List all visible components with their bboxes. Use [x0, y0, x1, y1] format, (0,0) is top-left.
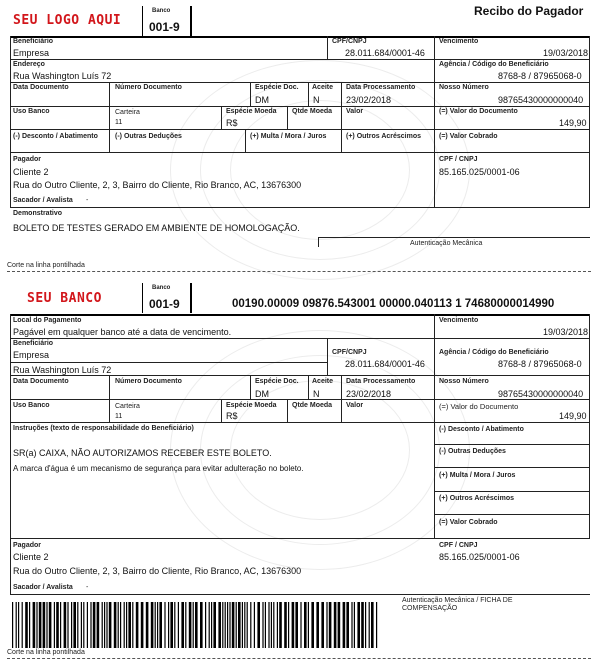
barcode-bar	[205, 602, 206, 648]
barcode-bar	[67, 602, 68, 648]
receipt-logo: SEU LOGO AQUI	[13, 13, 122, 28]
barcode-bar	[16, 602, 17, 648]
barcode-bar	[81, 602, 82, 648]
label-especie-moeda-slip: Espécie Moeda	[226, 402, 277, 409]
value-carteira-slip: 11	[115, 413, 123, 420]
value-especie-doc-slip: DM	[255, 389, 269, 399]
barcode-bar	[54, 602, 55, 648]
barcode-bar	[64, 602, 67, 648]
label-nosso-numero: Nosso Número	[439, 84, 489, 91]
value-instrucao-2: A marca d'água é um mecanismo de segurança para evitar adulteração no boleto.	[13, 464, 304, 473]
label-aceite-slip: Aceite	[312, 378, 334, 385]
barcode-bar	[136, 602, 139, 648]
receipt-cut-line	[7, 271, 591, 272]
barcode-bar	[126, 602, 127, 648]
label-vencimento-slip: Vencimento	[439, 317, 479, 324]
barcode-bar	[164, 602, 165, 648]
barcode-bar	[254, 602, 255, 648]
value-agencia-slip: 8768-8 / 87965068-0	[498, 359, 582, 369]
barcode-bar	[87, 602, 88, 648]
barcode-bar	[316, 602, 319, 648]
barcode-bar	[376, 602, 377, 648]
label-valor-slip: Valor	[346, 402, 364, 409]
label-cpf-cnpj-pagador-slip: CPF / CNPJ	[439, 542, 478, 549]
label-multa: (+) Multa / Mora / Juros	[250, 133, 327, 140]
barcode-bar	[311, 602, 314, 648]
label-data-processamento-slip: Data Processamento	[346, 378, 416, 385]
barcode-bar	[39, 602, 42, 648]
label-uso-banco: Uso Banco	[13, 108, 50, 115]
barcode-bar	[326, 602, 327, 648]
label-valor-cobrado: (=) Valor Cobrado	[439, 133, 498, 140]
label-outros-acrescimos-slip: (+) Outros Acréscimos	[439, 495, 515, 502]
barcode-bar	[120, 602, 121, 648]
value-beneficiario-slip: Empresa	[13, 350, 50, 360]
linha-digitavel: 00190.00009 09876.543001 00000.040113 1 74680000014990	[232, 298, 555, 310]
label-cpf-cnpj-pagador: CPF / CNPJ	[439, 156, 478, 163]
label-carteira-slip: Carteira	[115, 403, 140, 410]
value-pagador-nome-slip: Cliente 2	[13, 552, 49, 562]
label-valor-cobrado-slip: (=) Valor Cobrado	[439, 519, 498, 526]
label-cpf-cnpj-slip: CPF/CNPJ	[332, 349, 367, 356]
barcode-bar	[277, 602, 278, 648]
barcode-bar	[284, 602, 287, 648]
barcode-bar	[124, 602, 125, 648]
value-data-processamento: 23/02/2018	[346, 95, 392, 105]
value-especie-moeda: R$	[226, 118, 238, 128]
value-pagador-nome: Cliente 2	[13, 167, 49, 177]
barcode-bar	[279, 602, 282, 648]
label-demonstrativo: Demonstrativo	[13, 210, 63, 217]
label-agencia: Agência / Código do Beneficiário	[439, 61, 549, 68]
label-desconto: (-) Desconto / Abatimento	[13, 133, 98, 140]
barcode-bar	[365, 602, 366, 648]
barcode-bar	[46, 602, 47, 648]
barcode-bar	[36, 602, 37, 648]
value-valor-documento-slip: 149,90	[559, 411, 587, 421]
barcode-bar	[343, 602, 346, 648]
value-valor-documento: 149,90	[559, 118, 587, 128]
barcode-bar	[73, 602, 76, 648]
barcode-bar	[211, 602, 212, 648]
barcode-bar	[146, 602, 149, 648]
barcode-bar	[357, 602, 360, 648]
value-cpf-cnpj-pagador: 85.165.025/0001-06	[439, 167, 520, 177]
barcode-bar	[159, 602, 162, 648]
barcode-bar	[268, 602, 269, 648]
barcode-bar	[218, 602, 221, 648]
value-sacador-slip: -	[86, 584, 89, 591]
label-data-documento-slip: Data Documento	[13, 378, 69, 385]
barcode-bar	[109, 602, 112, 648]
label-valor-documento-slip: (=) Valor do Documento	[439, 402, 519, 411]
label-aceite: Aceite	[312, 84, 334, 91]
label-pagador: Pagador	[13, 156, 42, 163]
receipt-title: Recibo do Pagador	[474, 4, 584, 18]
value-vencimento-slip: 19/03/2018	[543, 327, 589, 337]
barcode-bar	[222, 602, 223, 648]
barcode-bar	[334, 602, 337, 648]
label-local-pagamento: Local do Pagamento	[13, 317, 82, 324]
label-especie-doc-slip: Espécie Doc.	[255, 378, 299, 385]
label-cpf-cnpj: CPF/CNPJ	[332, 38, 367, 45]
label-endereco: Endereço	[13, 61, 45, 68]
barcode-bar	[178, 602, 179, 648]
value-data-processamento-slip: 23/02/2018	[346, 389, 392, 399]
label-outras-deducoes-slip: (-) Outras Deduções	[439, 448, 506, 455]
barcode-bar	[93, 602, 96, 648]
barcode-bar	[232, 602, 235, 648]
barcode-bar	[43, 602, 46, 648]
barcode-bar	[195, 602, 198, 648]
barcode-bar	[295, 602, 298, 648]
barcode-bar	[338, 602, 341, 648]
value-instrucao-1: SR(a) CAIXA, NÃO AUTORIZAMOS RECEBER ESTE BOLETO.	[13, 448, 272, 458]
barcode-bar	[114, 602, 117, 648]
value-aceite: N	[313, 95, 320, 105]
label-desconto-slip: (-) Desconto / Abatimento	[439, 426, 524, 433]
barcode-bar	[304, 602, 307, 648]
value-nosso-numero: 98765430000000040	[498, 95, 584, 105]
barcode-bar	[97, 602, 100, 648]
label-pagador-slip: Pagador	[13, 542, 42, 549]
barcode-bar	[371, 602, 374, 648]
value-agencia: 8768-8 / 87965068-0	[498, 71, 582, 81]
barcode-bar	[354, 602, 355, 648]
barcode-bar	[33, 602, 36, 648]
label-beneficiario-slip: Beneficiário	[13, 340, 54, 347]
barcode-bar	[244, 602, 245, 648]
barcode-bar	[157, 602, 158, 648]
label-data-processamento: Data Processamento	[346, 84, 416, 91]
barcode-bar	[209, 602, 210, 648]
barcode-bar	[250, 602, 251, 648]
label-data-documento: Data Documento	[13, 84, 69, 91]
label-numero-documento-slip: Número Documento	[115, 378, 182, 385]
label-autenticacao-slip: Autenticação Mecânica / FICHA DE COMPENSAÇÃO	[402, 597, 513, 612]
label-sacador-slip: Sacador / Avalista	[13, 584, 73, 591]
barcode-bar	[193, 602, 194, 648]
barcode-bar	[329, 602, 332, 648]
label-especie-doc: Espécie Doc.	[255, 84, 299, 91]
barcode-bar	[288, 602, 289, 648]
value-beneficiario: Empresa	[13, 48, 50, 58]
value-local-pagamento: Pagável em qualquer banco até a data de vencimento.	[13, 327, 232, 337]
barcode-bar	[185, 602, 186, 648]
label-autenticacao: Autenticação Mecânica	[410, 240, 483, 247]
barcode-bar	[49, 602, 52, 648]
barcode-bar	[106, 602, 107, 648]
slip-cut-line-label: Corte na linha pontilhada	[7, 649, 85, 656]
barcode-bar	[18, 602, 19, 648]
label-sacador: Sacador / Avalista	[13, 197, 73, 204]
barcode-bar	[77, 602, 78, 648]
barcode-bar	[308, 602, 309, 648]
receipt-cut-line-label: Corte na linha pontilhada	[7, 262, 85, 269]
value-aceite-slip: N	[313, 389, 320, 399]
value-especie-moeda-slip: R$	[226, 411, 238, 421]
label-uso-banco-slip: Uso Banco	[13, 402, 50, 409]
barcode-bar	[300, 602, 301, 648]
barcode-bar	[225, 602, 226, 648]
value-nosso-numero-slip: 98765430000000040	[498, 389, 584, 399]
barcode-bar	[213, 602, 216, 648]
barcode-bar	[132, 602, 133, 648]
barcode-bar	[265, 602, 266, 648]
barcode-bar	[321, 602, 324, 648]
barcode-bar	[151, 602, 154, 648]
barcode-bar	[170, 602, 173, 648]
slip-logo: SEU BANCO	[27, 291, 102, 306]
value-carteira: 11	[115, 119, 123, 126]
barcode-bar	[257, 602, 260, 648]
barcode-bar	[102, 602, 103, 648]
value-cpf-cnpj-pagador-slip: 85.165.025/0001-06	[439, 552, 520, 562]
barcode-bar	[227, 602, 228, 648]
label-qtde-moeda: Qtde Moeda	[292, 108, 333, 115]
label-instrucoes: Instruções (texto de responsabilidade do Beneficiário)	[13, 425, 194, 432]
label-agencia-slip: Agência / Código do Beneficiário	[439, 349, 549, 356]
barcode-bar	[60, 602, 61, 648]
barcode-bar	[12, 602, 13, 648]
label-outras-deducoes: (-) Outras Deduções	[115, 133, 182, 140]
label-especie-moeda: Espécie Moeda	[226, 108, 277, 115]
label-carteira: Carteira	[115, 109, 140, 116]
barcode-bar	[247, 602, 248, 648]
barcode-bar	[238, 602, 241, 648]
barcode-bar	[271, 602, 272, 648]
barcode-bar	[56, 602, 59, 648]
barcode-bar	[229, 602, 230, 648]
barcode-bar	[351, 602, 352, 648]
value-cpf-cnpj-slip: 28.011.684/0001-46	[345, 359, 425, 369]
value-demonstrativo: BOLETO DE TESTES GERADO EM AMBIENTE DE HOMOLOGAÇÃO.	[13, 223, 300, 233]
barcode-bar	[71, 602, 72, 648]
barcode-bar	[262, 602, 263, 648]
value-vencimento: 19/03/2018	[543, 48, 589, 58]
label-multa-slip: (+) Multa / Mora / Juros	[439, 472, 516, 479]
value-pagador-endereco: Rua do Outro Cliente, 2, 3, Bairro do Cliente, Rio Branco, AC, 13676300	[13, 180, 302, 190]
label-outros-acrescimos: (+) Outros Acréscimos	[346, 133, 422, 140]
label-nosso-numero-slip: Nosso Número	[439, 378, 489, 385]
value-sacador: -	[86, 197, 89, 204]
barcode-bar	[292, 602, 295, 648]
barcode-bar	[242, 602, 243, 648]
barcode	[12, 602, 380, 648]
barcode-bar	[181, 602, 184, 648]
barcode-bar	[200, 602, 203, 648]
barcode-bar	[236, 602, 237, 648]
barcode-bar	[346, 602, 349, 648]
slip-bank-code: 001-9	[149, 297, 180, 311]
slip-cut-line	[7, 658, 591, 659]
value-cpf-cnpj: 28.011.684/0001-46	[345, 48, 425, 58]
barcode-bar	[155, 602, 156, 648]
slip-bank-label: Banco	[152, 285, 171, 291]
barcode-bar	[361, 602, 364, 648]
barcode-bar	[22, 602, 23, 648]
barcode-bar	[189, 602, 192, 648]
barcode-bar	[141, 602, 144, 648]
barcode-bar	[118, 602, 119, 648]
barcode-bar	[168, 602, 169, 648]
receipt-bank-label: Banco	[152, 8, 171, 14]
value-pagador-endereco-slip: Rua do Outro Cliente, 2, 3, Bairro do Cliente, Rio Branco, AC, 13676300	[13, 566, 302, 576]
barcode-bar	[104, 602, 105, 648]
barcode-bar	[273, 602, 274, 648]
barcode-bar	[128, 602, 131, 648]
label-vencimento: Vencimento	[439, 38, 479, 45]
receipt-bank-code: 001-9	[149, 20, 180, 34]
label-numero-documento: Número Documento	[115, 84, 182, 91]
label-valor: Valor	[346, 108, 364, 115]
label-beneficiario: Beneficiário	[13, 38, 54, 45]
barcode-bar	[369, 602, 370, 648]
barcode-bar	[83, 602, 84, 648]
barcode-bar	[174, 602, 175, 648]
value-endereco-slip: Rua Washington Luís 72	[13, 365, 112, 375]
label-valor-documento: (=) Valor do Documento	[439, 108, 518, 115]
barcode-bar	[29, 602, 30, 648]
barcode-bar	[25, 602, 28, 648]
label-qtde-moeda-slip: Qtde Moeda	[292, 402, 333, 409]
barcode-bar	[90, 602, 91, 648]
value-especie-doc: DM	[255, 95, 269, 105]
value-endereco: Rua Washington Luís 72	[13, 71, 112, 81]
